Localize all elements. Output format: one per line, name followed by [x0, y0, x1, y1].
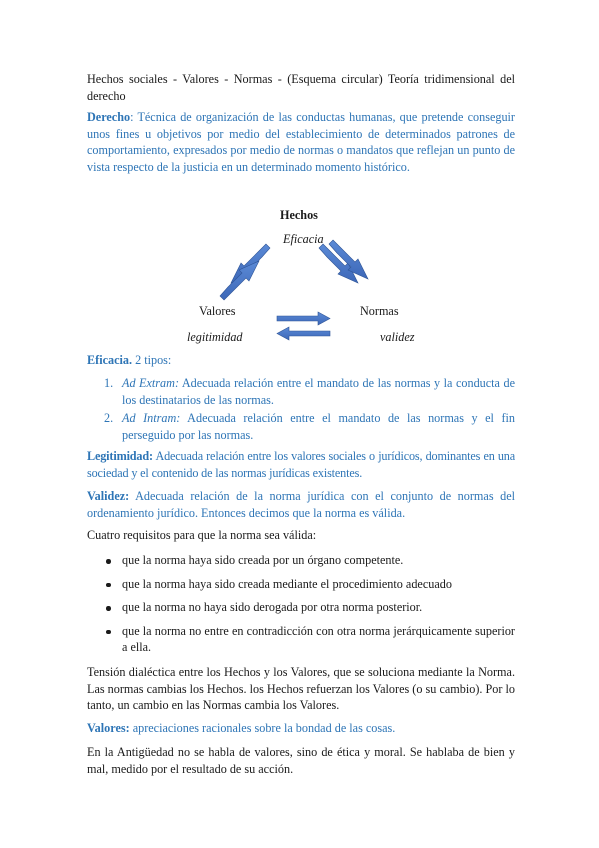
requisito-text: que la norma no entre en contradicción con otra norma jerárquicamente superior a ella.	[122, 623, 515, 655]
bullet-icon	[106, 606, 111, 611]
requisito-text: que la norma haya sido creada por un órgano competente.	[122, 553, 404, 567]
validez-paragraph	[87, 488, 515, 521]
diagram-eficacia-label: Eficacia	[283, 232, 324, 246]
arrow-right-diagonal	[319, 240, 368, 283]
valores-text: apreciaciones racionales sobre la bondad de las cosas.	[129, 721, 396, 735]
diagram-normas-label: Normas	[360, 304, 399, 318]
title-line: Hechos sociales - Valores - Normas - (Esquema circular) Teoría tridimensional del derecho	[87, 72, 515, 103]
arrow-horizontal-pair	[277, 312, 330, 340]
diagram-validez-label: validez	[380, 330, 415, 344]
tridimensional-diagram	[0, 200, 599, 350]
diagram-hechos-label: Hechos	[280, 208, 318, 222]
valores-paragraph	[87, 720, 515, 737]
list-marker: 1.	[104, 376, 114, 390]
list-item	[87, 623, 515, 656]
validez-text: Adecuada relación de la norma jurídica con el conjunto de normas del ordenamiento jurídico. Entonces decimos que la norma es válida.	[87, 489, 515, 520]
list-item	[87, 576, 515, 593]
list-marker: 2.	[104, 411, 114, 426]
legitimidad-text: Adecuada relación entre los valores sociales o jurídicos, dominantes en una sociedad y el contenido de las normas jurídicas existentes.	[87, 449, 515, 480]
requisitos-intro: Cuatro requisitos para que la norma sea válida:	[87, 528, 317, 542]
diagram-legitimidad-label: legitimidad	[187, 330, 243, 344]
legitimidad-paragraph	[87, 448, 515, 481]
legitimidad-term: Legitimidad:	[87, 449, 153, 463]
derecho-definition: : Técnica de organización de las conductas humanas, que pretende conseguir unos fines u objetivos por medio del establecimiento de determinados patrones de comportamiento, expresados por medio de normas o mandatos que reflejan un punto de vista respecto de la justicia en un determinado momento histórico.	[87, 110, 515, 174]
valores-term: Valores:	[87, 721, 130, 735]
eficacia-term: Eficacia.	[87, 353, 133, 367]
bullet-icon	[106, 630, 111, 635]
derecho-paragraph	[87, 109, 515, 175]
eficacia-intro: 2 tipos:	[132, 353, 172, 367]
list-item	[87, 410, 515, 443]
requisitos-list	[87, 552, 515, 656]
ad-intram-text: Adecuada relación entre el mandato de las normas y el fin perseguido por las normas.	[122, 411, 515, 442]
requisito-text: que la norma haya sido creada mediante el procedimiento adecuado	[122, 576, 452, 591]
requisito-text: que la norma no haya sido derogada por otra norma posterior.	[122, 600, 423, 615]
derecho-term: Derecho	[87, 110, 131, 124]
eficacia-list	[87, 375, 515, 443]
eficacia-heading	[87, 352, 515, 369]
ad-intram-term: Ad Intram:	[122, 411, 181, 426]
diagram-valores-label: Valores	[199, 304, 236, 318]
arrow-left-diagonal	[220, 244, 270, 300]
list-item	[87, 375, 515, 408]
list-item	[87, 599, 515, 616]
ad-extram-term: Ad Extram:	[122, 376, 179, 390]
bullet-icon	[106, 559, 111, 564]
bullet-icon	[106, 583, 111, 588]
ad-extram-text: Adecuada relación entre el mandato de las normas y la conducta de los destinatarios de las normas.	[122, 376, 515, 407]
list-item	[87, 552, 515, 569]
tension-paragraph: Tensión dialéctica entre los Hechos y los Valores, que se soluciona mediante la Norma. Las normas cambias los Hechos. los Hechos refuerzan los Valores (o su cambio). Por lo tanto, un cambio en las Normas cambia los Valores.	[87, 665, 515, 713]
antiguedad-paragraph: En la Antigüedad no se habla de valores, sino de ética y moral. Se hablaba de bien y mal, medido por el resultado de su acción.	[87, 745, 515, 776]
validez-term: Validez:	[87, 489, 130, 503]
